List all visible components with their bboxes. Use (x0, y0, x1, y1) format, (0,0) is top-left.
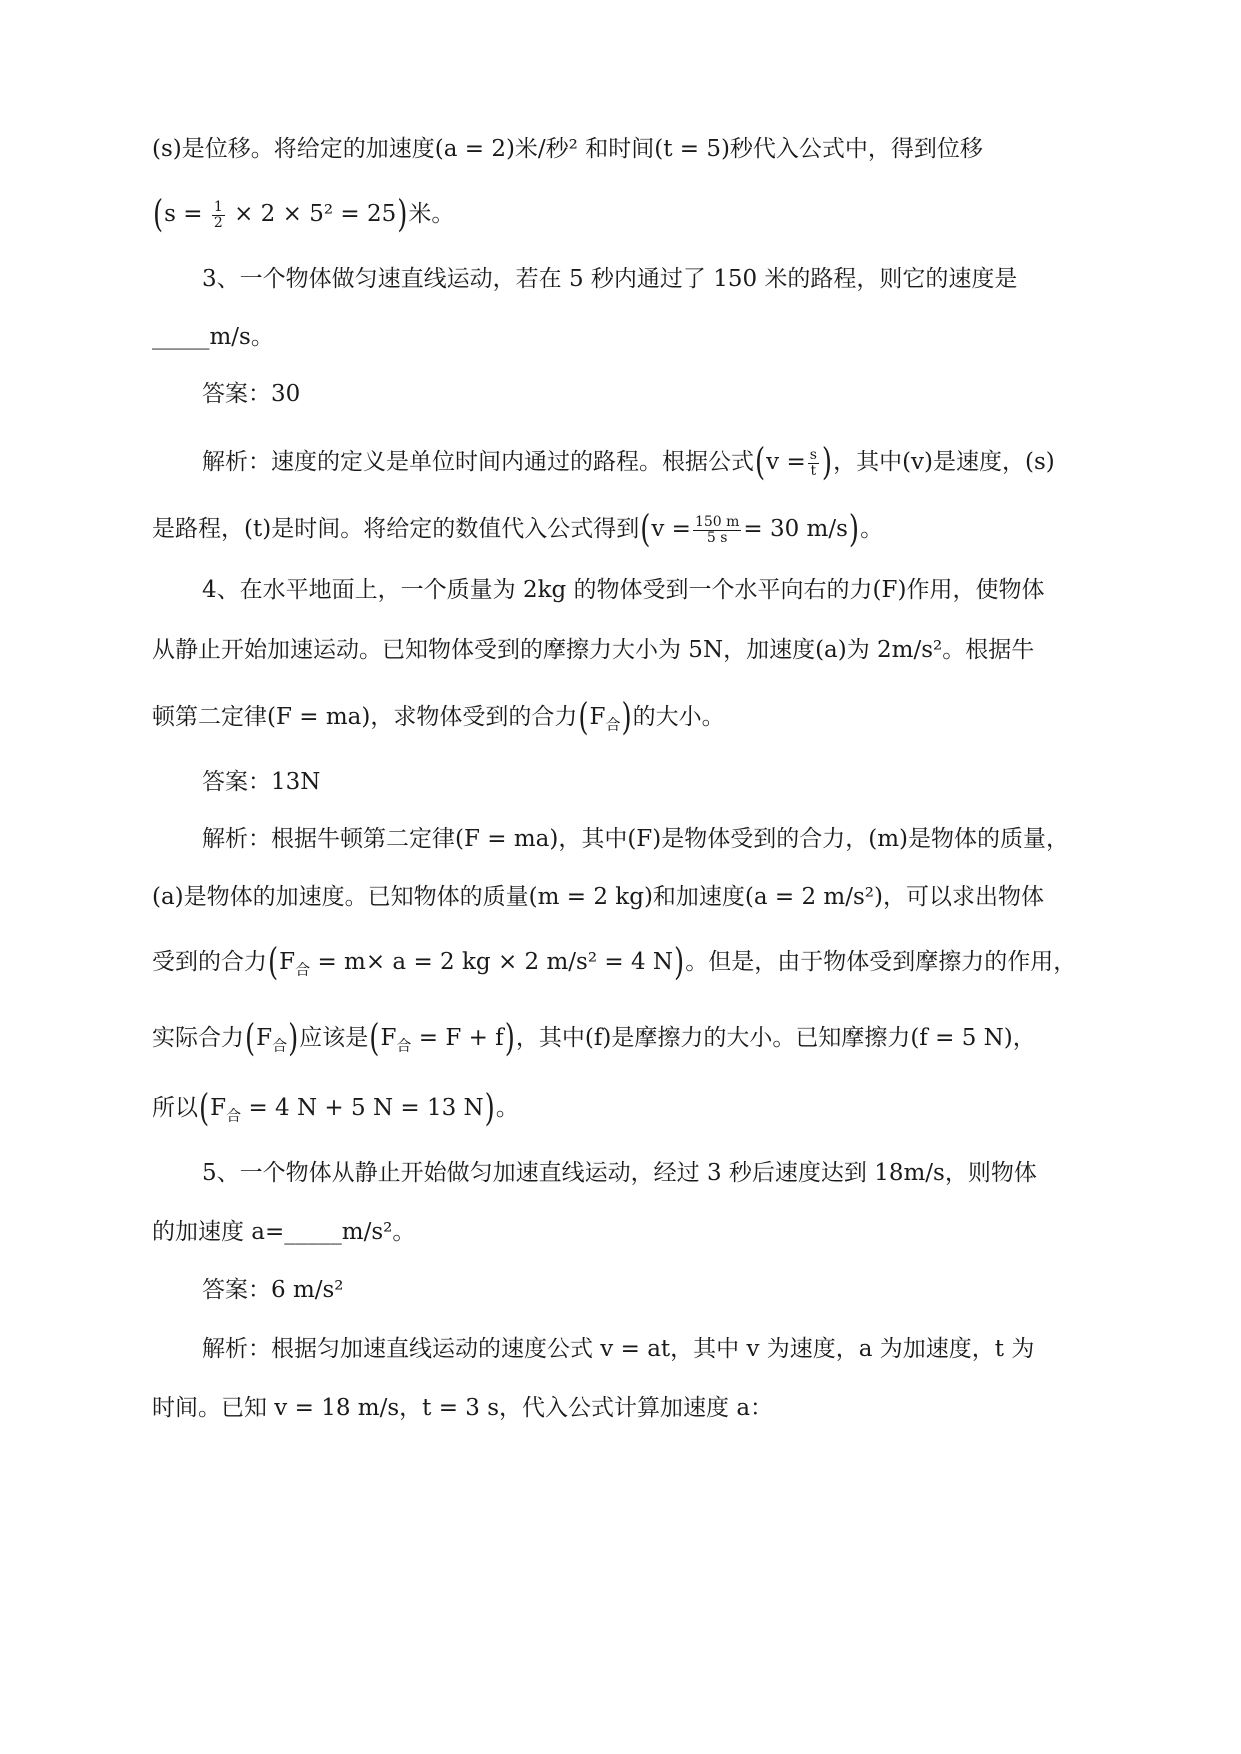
fraction: $\frac{s}{t}$ (809, 446, 817, 479)
eq-lhs: v = (766, 449, 806, 475)
analysis-4-line-3: 受到的合力($F_合 = m\times a = 2$ kg × 2 m/s² = 4 N)。但是，由于物体受到摩擦力的作用， (152, 941, 1077, 985)
text-span: 顿第二定律(F = ma)，求物体受到的合力 (152, 704, 578, 730)
text-span: 。但是，由于物体受到摩擦力的作用， (685, 949, 1077, 975)
question-4-line-2: 从静止开始加速运动。已知物体受到的摩擦力大小为 5N，加速度(a)为 2m/s²。根据牛 (152, 637, 1035, 663)
force-symbol: F (380, 1025, 397, 1051)
question-3: 3、一个物体做匀速直线运动，若在 5 秒内通过了 150 米的路程，则它的速度是 (202, 266, 1018, 292)
analysis-3-line-1: 解析：速度的定义是单位时间内通过的路程。根据公式(v = $\frac{s}{t}$ )，其中(v)是速度，(s) (202, 441, 1055, 485)
text-span: 所以 (152, 1095, 198, 1121)
eq-lhs: s = (164, 201, 203, 227)
eq-rest: = F + f (418, 1025, 504, 1051)
text-span: 的大小。 (632, 704, 725, 730)
subscript: 合 (226, 1106, 242, 1125)
eq-rest: = m× a = 2 kg × 2 m/s² = 4 N (317, 949, 674, 975)
eq-rest: × 2 × 5² = 25 (234, 201, 397, 227)
subscript: 合 (295, 960, 311, 979)
text-span: 受到的合力 (152, 949, 267, 975)
text-line: (s)是位移。将给定的加速度(a = 2)米/秒² 和时间(t = 5)秒代入公式中，得到位移 (152, 136, 983, 162)
question-4-line-1: 4、在水平地面上，一个质量为 2kg 的物体受到一个水平向右的力(F)作用，使物体 (202, 577, 1045, 603)
analysis-3-line-2: 是路程，(t)是时间。将给定的数值代入公式得到(v = $\frac{150 m}{5 s}$ = 30 m/s)。 (152, 508, 884, 552)
analysis-5-line-2: 时间。已知 v = 18 m/s，t = 3 s，代入公式计算加速度 a： (152, 1395, 774, 1421)
force-symbol: F (210, 1095, 227, 1121)
text-span: 。 (495, 1095, 519, 1121)
subscript: 合 (605, 715, 621, 734)
answer-4: 答案：13N (202, 769, 321, 795)
force-symbol: F (589, 704, 606, 730)
text-span: 实际合力 (152, 1025, 244, 1051)
subscript: 合 (272, 1036, 288, 1055)
analysis-4-line-5: 所以($F_合 = 4$ N + 5 N = 13 N)。 (152, 1087, 519, 1131)
text-line: _____m/s。 (152, 324, 274, 350)
text-span: ，其中(v)是速度，(s) (833, 449, 1055, 475)
eq-lhs: v = (651, 516, 691, 542)
text-span: 是路程，(t)是时间。将给定的数值代入公式得到 (152, 516, 640, 542)
force-symbol: F (256, 1025, 273, 1051)
question-5-line-2: 的加速度 a=_____m/s²。 (152, 1219, 416, 1245)
analysis-4-line-1: 解析：根据牛顿第二定律(F = ma)，其中(F)是物体受到的合力，(m)是物体的质量， (202, 826, 1069, 852)
fraction: $\frac{150 m}{5 s}$ (694, 513, 740, 546)
text-span: 解析：速度的定义是单位时间内通过的路程。根据公式 (202, 449, 754, 475)
subscript: 合 (396, 1036, 412, 1055)
text-span: 。 (860, 516, 884, 542)
fraction: $\frac{1}{2}$ (213, 198, 223, 231)
answer-3: 答案：30 (202, 381, 301, 407)
analysis-4-line-2: (a)是物体的加速度。已知物体的质量(m = 2 kg)和加速度(a = 2 m/s²)，可以求出物体 (152, 884, 1044, 910)
force-symbol: F (279, 949, 296, 975)
question-4-line-3: 顿第二定律(F = ma)，求物体受到的合力$(F_合)$的大小。 (152, 696, 725, 740)
text-span: ，其中(f)是摩擦力的大小。已知摩擦力(f = 5 N)， (515, 1025, 1036, 1051)
text-span: 应该是 (299, 1025, 369, 1051)
equation-line: (s = $\frac{1}{2}$ × 2 × 5² = 25)米。 (153, 193, 455, 237)
eq-rest: = 30 m/s (743, 516, 848, 542)
analysis-4-line-4: 实际合力$(F_合)$应该是$(F_合 = F + f)$，其中(f)是摩擦力的大小。已知摩擦力(f = 5 N)， (152, 1017, 1036, 1061)
eq-tail: 米。 (408, 201, 455, 227)
question-5-line-1: 5、一个物体从静止开始做匀加速直线运动，经过 3 秒后速度达到 18m/s，则物体 (202, 1160, 1037, 1186)
analysis-5-line-1: 解析：根据匀加速直线运动的速度公式 v = at，其中 v 为速度，a 为加速度，t 为 (202, 1336, 1035, 1362)
eq-rest: = 4 N + 5 N = 13 N (248, 1095, 484, 1121)
answer-5: 答案：6 m/s² (202, 1277, 344, 1303)
